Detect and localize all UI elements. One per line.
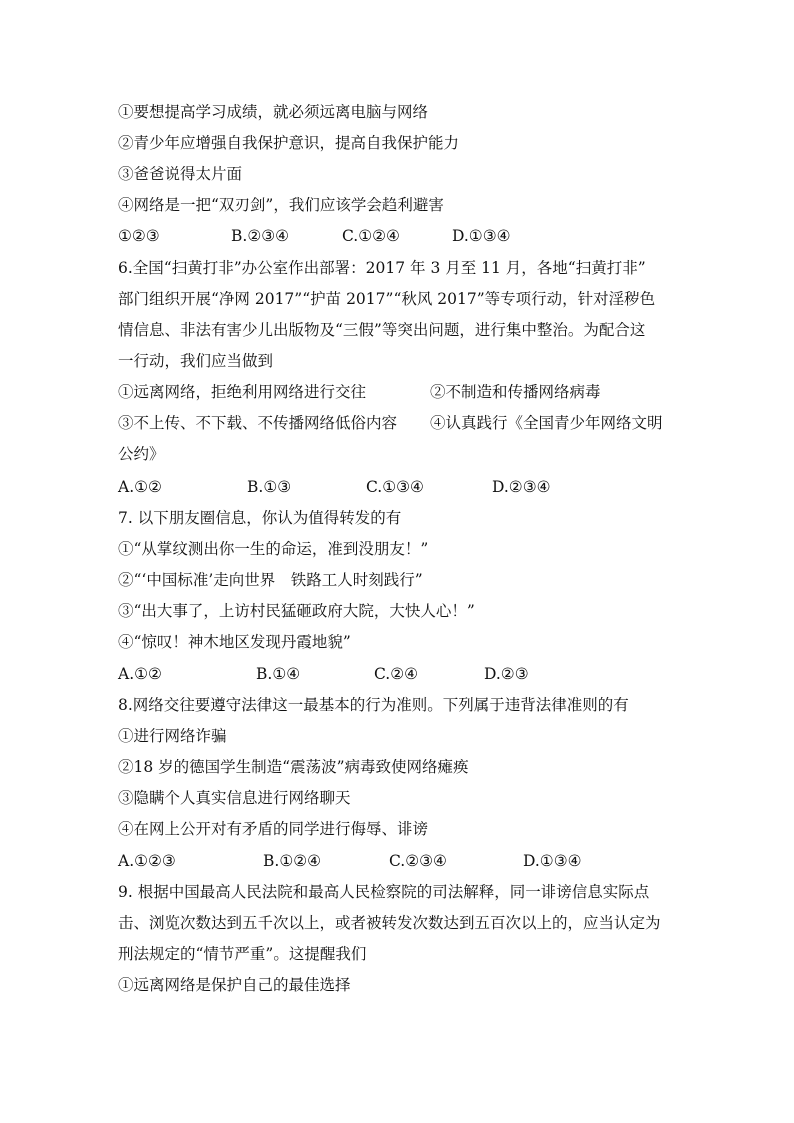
q8-item-1: ①进行网络诈骗: [118, 727, 227, 745]
q7-option-a: A.①②: [118, 665, 162, 683]
q7-item-3: ③“出大事了，上访村民猛砸政府大院，大快人心！”: [118, 602, 475, 620]
q9-stem-line-3: 刑法规定的“情节严重”。这提醒我们: [118, 945, 367, 963]
q6-option-a: A.①②: [118, 478, 162, 496]
q7-option-c: C.②④: [374, 665, 419, 683]
q7-item-1: ①“从掌纹测出你一生的命运，准到没朋友！”: [118, 540, 429, 558]
q5-option-b: B.②③④: [231, 227, 290, 245]
q7-item-4: ④“惊叹！神木地区发现丹霞地貌”: [118, 633, 351, 651]
q6-option-d: D.②③④: [492, 478, 551, 496]
q8-item-2: ②18 岁的德国学生制造“震荡波”病毒致使网络瘫痪: [118, 758, 469, 776]
q9-stem-line-1: 9. 根据中国最高人民法院和最高人民检察院的司法解释，同一诽谤信息实际点: [118, 883, 650, 901]
q6-item-3: ③不上传、不下载、不传播网络低俗内容: [118, 414, 398, 432]
q8-stem: 8.网络交往要遵守法律这一最基本的行为准则。下列属于违背法律准则的有: [118, 696, 629, 714]
q5-item-1: ①要想提高学习成绩，就必须远离电脑与网络: [118, 103, 429, 121]
q6-item-1: ①远离网络，拒绝利用网络进行交往: [118, 383, 367, 401]
q6-stem-line-3: 情信息、非法有害少儿出版物及“三假”等突出问题，进行集中整治。为配合这: [118, 321, 646, 339]
q8-option-a: A.①②③: [118, 852, 176, 870]
q6-stem-line-2: 部门组织开展“净网 2017”“护苗 2017”“秋风 2017”等专项行动，针对淫秽色: [118, 290, 656, 308]
q8-item-4: ④在网上公开对有矛盾的同学进行侮辱、诽谤: [118, 820, 429, 838]
q6-option-c: C.①③④: [366, 478, 424, 496]
q5-item-2: ②青少年应增强自我保护意识，提高自我保护能力: [118, 134, 460, 152]
q8-option-b: B.①②④: [263, 852, 322, 870]
q7-stem: 7. 以下朋友圈信息，你认为值得转发的有: [118, 509, 402, 527]
q7-item-2: ②“‘中国标准’走向世界 铁路工人时刻践行”: [118, 571, 423, 589]
q6-item-4-part-1: ④认真践行《全国青少年网络文明: [430, 414, 663, 432]
q9-stem-line-2: 击、浏览次数达到五千次以上，或者被转发次数达到五百次以上的，应当认定为: [118, 914, 661, 932]
q9-item-1: ①远离网络是保护自己的最佳选择: [118, 976, 351, 994]
q6-option-b: B.①③: [247, 478, 292, 496]
q5-option-d: D.①③④: [452, 227, 511, 245]
q8-option-d: D.①③④: [523, 852, 582, 870]
q5-item-3: ③爸爸说得太片面: [118, 165, 243, 183]
q6-item-4-part-2: 公约》: [118, 445, 165, 463]
q5-option-a: ①②③: [118, 227, 160, 245]
q6-stem-line-4: 一行动，我们应当做到: [118, 352, 274, 370]
q5-option-c: C.①②④: [342, 227, 400, 245]
q7-option-d: D.②③: [484, 665, 529, 683]
q5-item-4: ④网络是一把“双刃剑”，我们应该学会趋利避害: [118, 196, 444, 214]
q6-stem-line-1: 6.全国“扫黄打非”办公室作出部署：2017 年 3 月至 11 月，各地“扫黄打非”: [118, 259, 646, 277]
q7-option-b: B.①④: [256, 665, 301, 683]
q8-option-c: C.②③④: [389, 852, 447, 870]
q8-item-3: ③隐瞒个人真实信息进行网络聊天: [118, 789, 351, 807]
q6-item-2: ②不制造和传播网络病毒: [430, 383, 601, 401]
